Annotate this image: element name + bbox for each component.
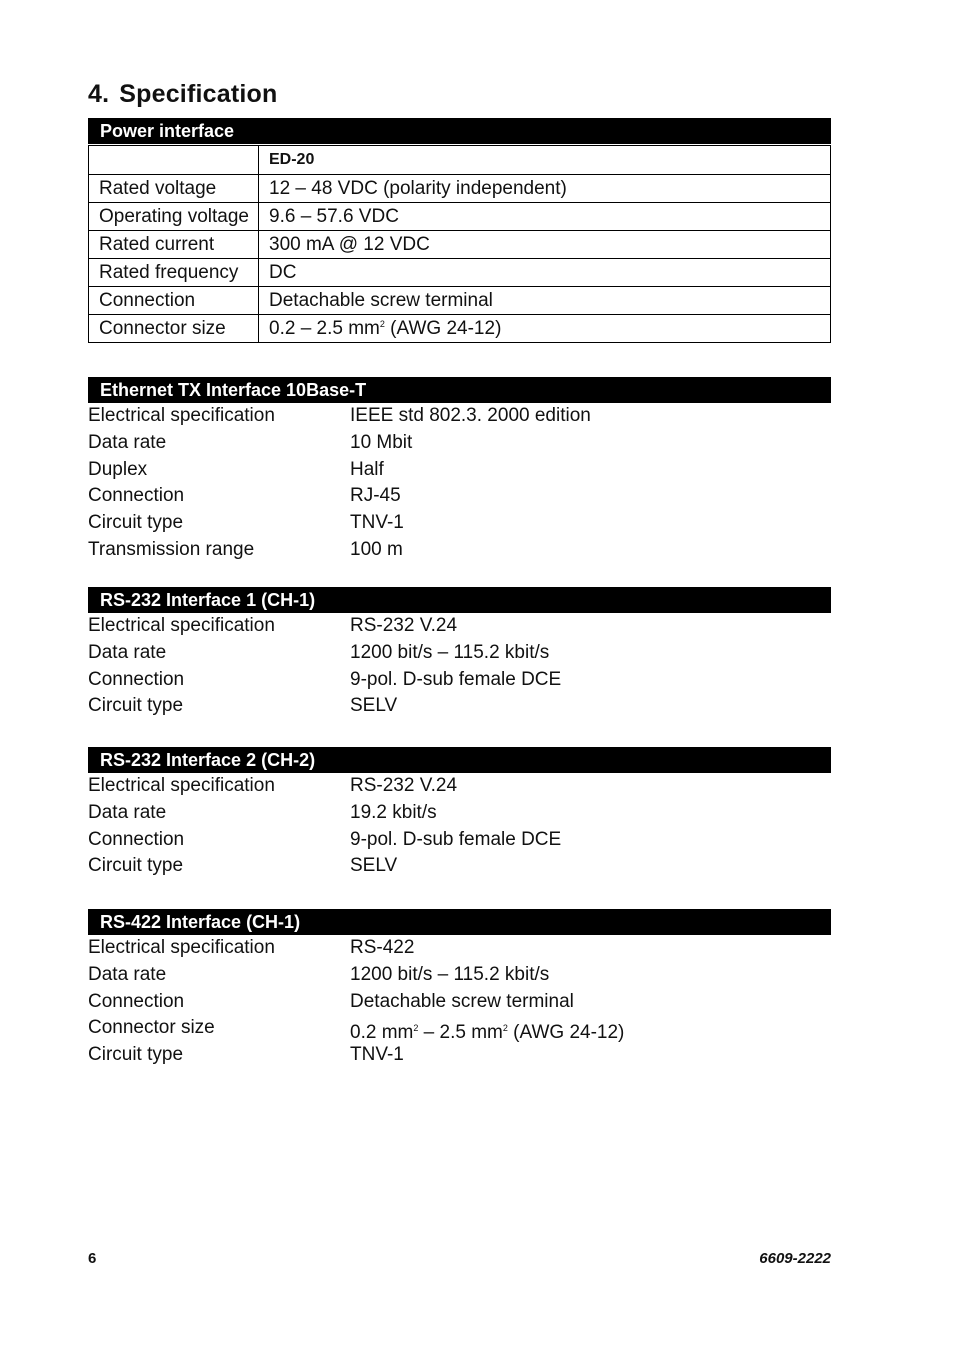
model-header: ED-20 [259,146,831,175]
table-cell [89,146,259,175]
list-item [88,613,831,640]
list-item [88,403,831,430]
page-number: 6 [88,1250,97,1267]
list-item [88,962,831,989]
spec-label: Circuit type [88,1044,184,1066]
spec-value: 100 m [350,538,403,560]
value-text: (AWG 24-12) [384,317,502,339]
table-header-row [89,146,831,175]
spec-label: Connection [88,668,185,690]
spec-value: 1200 bit/s – 115.2 kbit/s [350,641,550,663]
row-value: Detachable screw terminal [259,287,831,315]
rs232-1-header: RS-232 Interface 1 (CH-1) [88,587,831,613]
row-label: Operating voltage [89,203,259,231]
list-item [88,827,831,854]
spec-value: RS-422 [350,937,415,958]
list-item [88,1015,831,1042]
spec-label: Connection [88,485,185,507]
table-row [89,231,831,259]
spec-value: RS-232 V.24 [350,775,458,796]
spec-value: 19.2 kbit/s [350,801,437,823]
value-text: (AWG 24-12) [507,1022,625,1044]
list-item [88,430,831,457]
rs232-2-spec-list [88,773,831,880]
spec-value: SELV [350,695,398,717]
spec-value: RS-232 V.24 [350,615,458,636]
spec-value: IEEE std 802.3. 2000 edition [350,405,591,426]
section-number: 4. [88,80,110,108]
list-item [88,800,831,827]
spec-label: Connector size [88,1017,215,1039]
row-label: Connector size [89,315,259,343]
spec-value: SELV [350,855,398,877]
list-item [88,457,831,484]
spec-label: Connection [88,828,185,850]
list-item [88,483,831,510]
list-item [88,773,831,800]
spec-label: Electrical specification [88,615,275,636]
row-value: 300 mA @ 12 VDC [259,231,831,259]
table-row [89,287,831,315]
row-label: Rated current [89,231,259,259]
power-interface-header: Power interface [88,118,831,144]
spec-value: 9-pol. D-sub female DCE [350,828,562,850]
spec-label: Duplex [88,458,148,480]
row-value [259,315,831,343]
table-row [89,175,831,203]
table-row [89,315,831,343]
ethernet-interface-header: Ethernet TX Interface 10Base-T [88,377,831,403]
value-text: 0.2 – 2.5 mm [269,317,380,339]
list-item [88,640,831,667]
list-item [88,510,831,537]
row-label: Rated frequency [89,259,259,287]
list-item [88,853,831,880]
spec-value: 1200 bit/s – 115.2 kbit/s [350,963,550,985]
spec-value: Detachable screw terminal [350,990,574,1012]
list-item [88,935,831,962]
rs422-spec-list [88,935,831,1069]
list-item [88,1042,831,1069]
spec-value: TNV-1 [350,1044,404,1066]
spec-label: Data rate [88,431,167,453]
spec-label: Electrical specification [88,937,275,958]
value-text: – 2.5 mm [418,1022,503,1044]
spec-value: 10 Mbit [350,431,413,453]
table-row [89,259,831,287]
page-title [88,80,277,109]
spec-label: Data rate [88,963,167,985]
superscript: 2 [502,1023,508,1034]
spec-label: Transmission range [88,538,255,560]
spec-label: Circuit type [88,855,184,877]
document-number: 6609-2222 [759,1250,831,1267]
spec-value: TNV-1 [350,512,404,534]
spec-label: Electrical specification [88,775,275,796]
list-item [88,989,831,1016]
spec-label: Circuit type [88,512,184,534]
list-item [88,667,831,694]
spec-label: Electrical specification [88,405,275,426]
superscript: 2 [413,1023,419,1034]
rs232-2-header: RS-232 Interface 2 (CH-2) [88,747,831,773]
rs422-header: RS-422 Interface (CH-1) [88,909,831,935]
row-value: 12 – 48 VDC (polarity independent) [259,175,831,203]
spec-label: Data rate [88,801,167,823]
spec-label: Circuit type [88,695,184,717]
rs232-1-spec-list [88,613,831,720]
row-value: DC [259,259,831,287]
spec-value: 9-pol. D-sub female DCE [350,668,562,690]
spec-value: RJ-45 [350,485,401,507]
row-value: 9.6 – 57.6 VDC [259,203,831,231]
list-item [88,537,831,564]
row-label: Connection [89,287,259,315]
list-item [88,693,831,720]
value-text: 0.2 mm [350,1022,414,1044]
spec-label: Data rate [88,641,167,663]
power-interface-table [88,145,831,343]
row-label: Rated voltage [89,175,259,203]
ethernet-spec-list [88,403,831,564]
table-row [89,203,831,231]
section-title: Specification [119,80,278,108]
superscript: 2 [379,318,385,329]
spec-label: Connection [88,990,185,1012]
spec-value: Half [350,458,384,480]
